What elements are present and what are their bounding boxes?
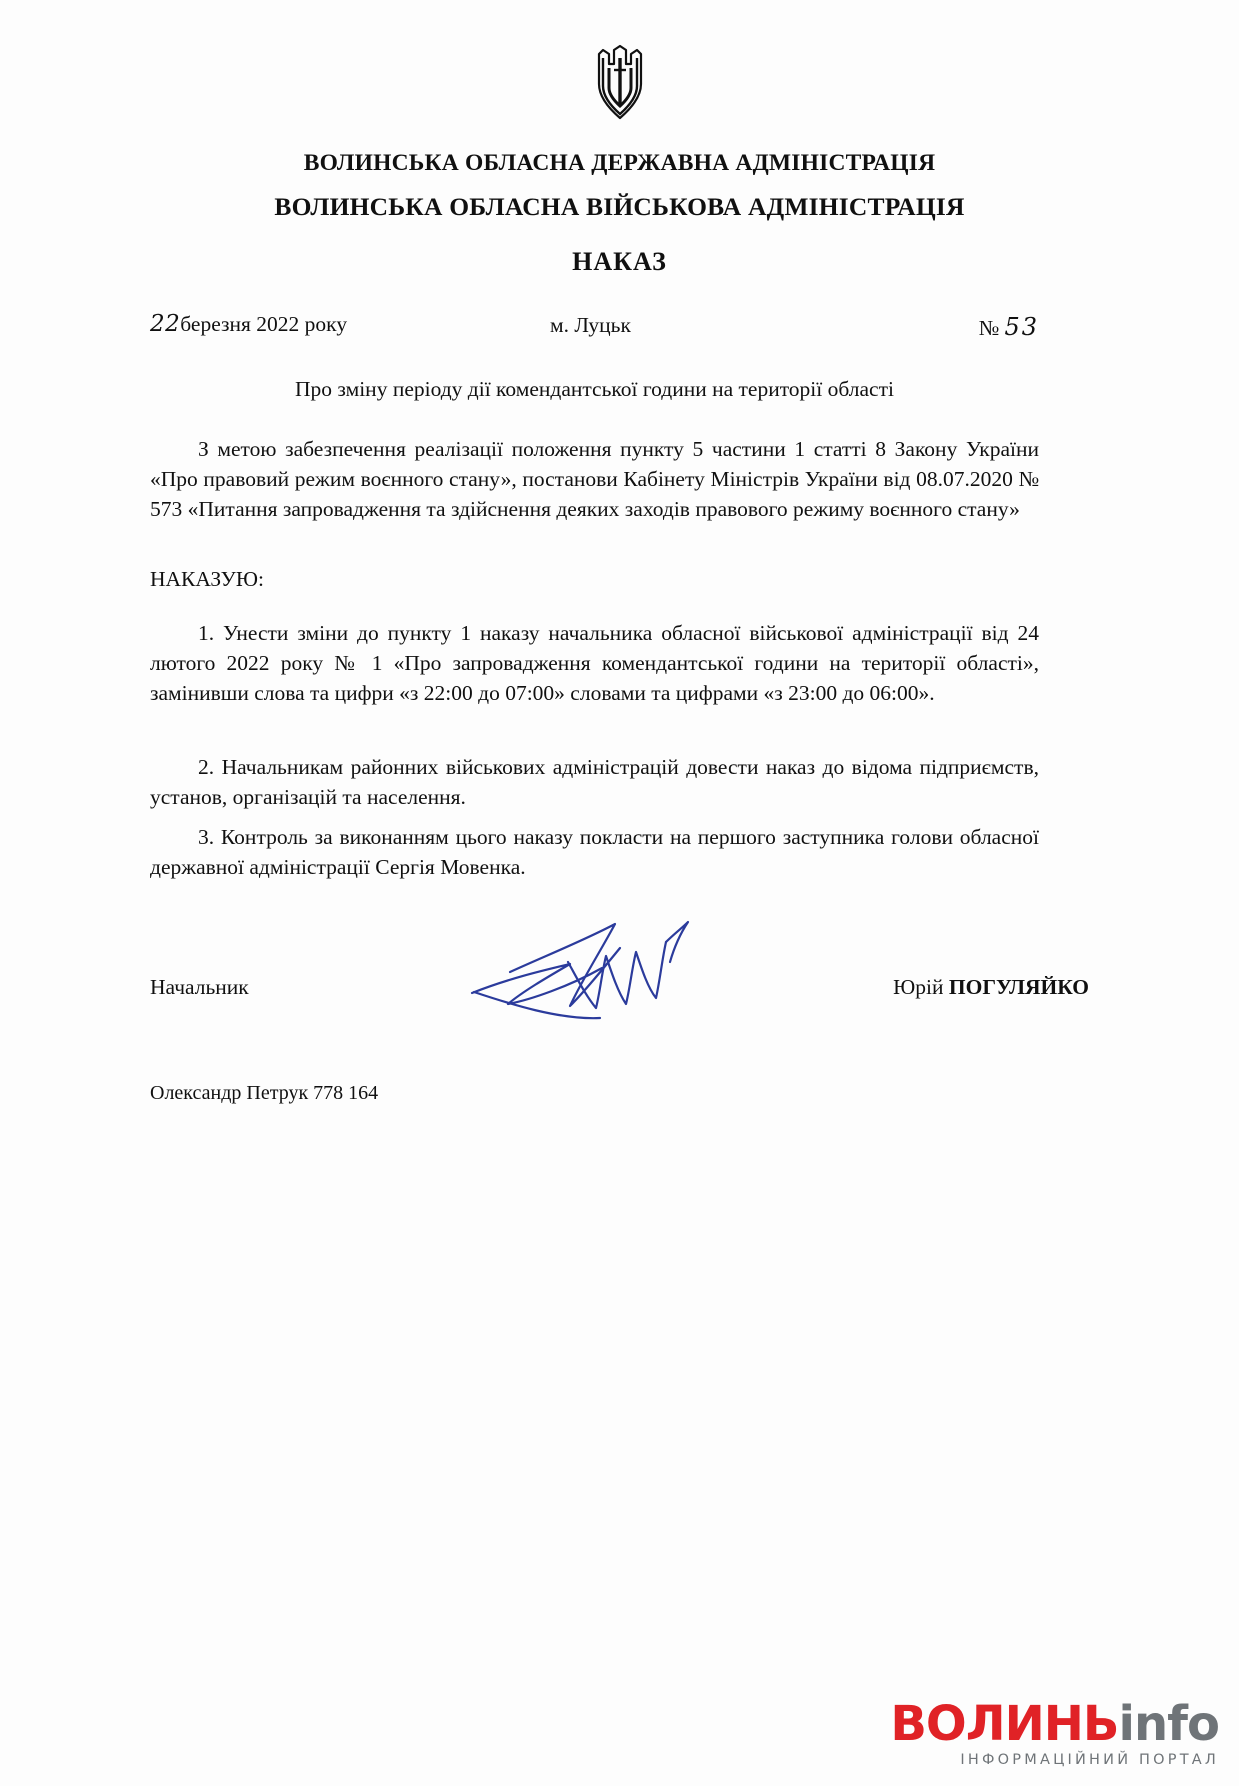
document-contact-person: Олександр Петрук 778 164 bbox=[150, 1082, 379, 1104]
document-date-handwritten: 22 bbox=[150, 311, 181, 337]
watermark-logo bbox=[890, 1698, 1219, 1750]
order-keyword bbox=[150, 564, 1039, 594]
order-item-2 bbox=[150, 752, 1039, 812]
document-type-heading: НАКАЗ bbox=[572, 247, 667, 276]
document-preamble bbox=[150, 434, 1039, 524]
watermark-logo-red: ВОЛИНЬ bbox=[890, 1696, 1119, 1752]
signer-name bbox=[893, 975, 1089, 1000]
document-number-label: № bbox=[978, 316, 1000, 340]
document-city: м. Луцьк bbox=[550, 313, 631, 337]
signer-last-name: ПОГУЛЯЙКО bbox=[948, 975, 1089, 999]
document-meta-row bbox=[150, 311, 1039, 345]
order-item-3-text: 3. Контроль за виконанням цього наказу покласти на першого заступника голови обласної державної адміністрації Сергія Мовенка. bbox=[150, 825, 1039, 879]
organization-title-primary: ВОЛИНСЬКА ОБЛАСНА ДЕРЖАВНА АДМІНІСТРАЦІЯ bbox=[303, 150, 936, 176]
handwritten-signature bbox=[450, 900, 750, 1040]
order-keyword-text: НАКАЗУЮ: bbox=[150, 567, 264, 591]
document-subject: Про зміну періоду дії комендантської години на території області bbox=[295, 377, 894, 401]
document-number-handwritten: 53 bbox=[1004, 313, 1039, 341]
preamble-paragraph: З метою забезпечення реалізації положення пункту 5 частини 1 статті 8 Закону України «Про правовий режим воєнного стану», постанови Кабінету Міністрів України від 08.07.2020 № 573 «Питання запровадження та здійснення деяких заходів правового режиму воєнного стану» bbox=[150, 437, 1039, 521]
ukraine-trident-emblem bbox=[593, 44, 647, 122]
order-item-2-text: 2. Начальникам районних військових адміністрацій довести наказ до відома підприємств, установ, організацій та населення. bbox=[150, 755, 1039, 809]
signer-title: Начальник bbox=[150, 975, 249, 999]
site-watermark bbox=[890, 1698, 1219, 1768]
organization-title-secondary: ВОЛИНСЬКА ОБЛАСНА ВІЙСЬКОВА АДМІНІСТРАЦІЯ bbox=[274, 192, 965, 221]
order-item-1 bbox=[150, 618, 1039, 708]
document-number bbox=[979, 313, 1039, 341]
signer-first-name: Юрій bbox=[893, 975, 949, 999]
document-date-text: березня 2022 року bbox=[180, 312, 348, 336]
watermark-logo-grey: info bbox=[1118, 1696, 1219, 1752]
order-item-3 bbox=[150, 822, 1039, 882]
watermark-subtitle: ІНФОРМАЦІЙНИЙ ПОРТАЛ bbox=[960, 1752, 1219, 1768]
order-item-1-text: 1. Унести зміни до пункту 1 наказу начальника обласної військової адміністрації від 24 лютого 2022 року № 1 «Про запровадження комендантської години на території області», замінивши слова та цифри «з 22:00 до 07:00» словами та цифрами «з 23:00 до 06:00». bbox=[150, 621, 1039, 705]
document-date bbox=[150, 311, 347, 337]
emblem-container bbox=[0, 44, 1239, 122]
